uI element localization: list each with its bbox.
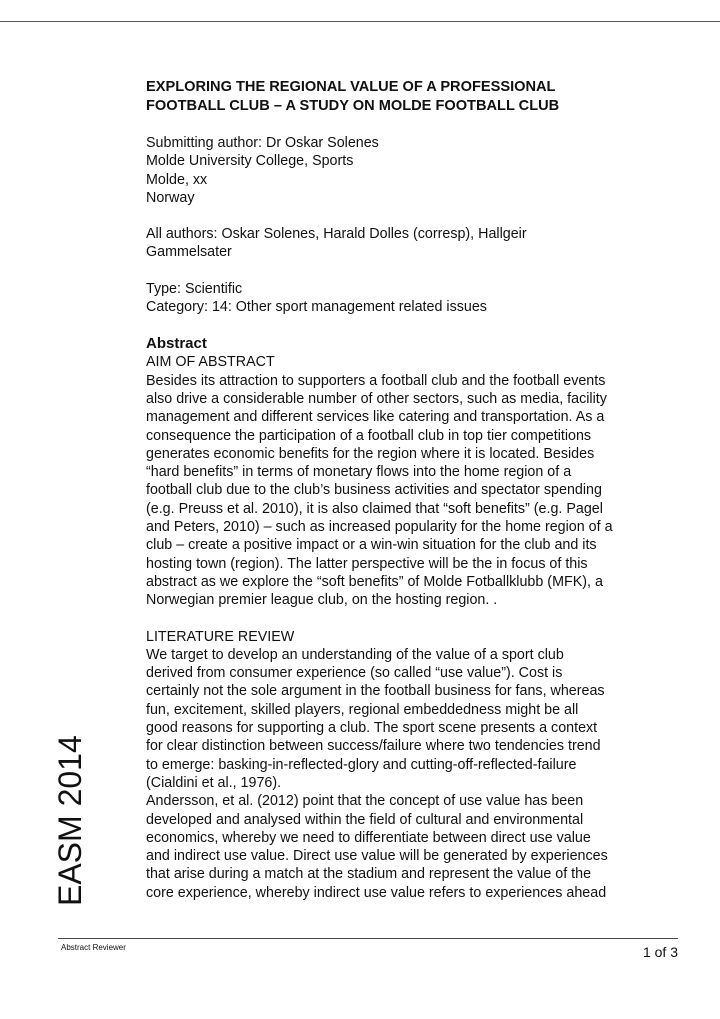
title-line: EXPLORING THE REGIONAL VALUE OF A PROFESSIONAL	[146, 79, 556, 95]
authors-block	[146, 225, 666, 262]
submitting-author: Submitting author: Dr Oskar Solenes	[146, 135, 379, 151]
paragraph-line: for clear distinction between success/failure where two tendencies trend	[146, 738, 601, 755]
page-number: 1 of 3	[642, 944, 678, 960]
type-category-block	[146, 280, 666, 317]
paragraph-line: and indirect use value. Direct use value will be generated by experiences	[146, 848, 608, 865]
paragraph-line: also drive a considerable number of other sectors, such as media, facility	[146, 390, 607, 407]
paragraph-line: fun, excitement, skilled players, regional embeddedness might be all	[146, 701, 579, 718]
submitting-author-block	[146, 134, 666, 207]
paragraph-line: certainly not the sole argument in the football business for fans, whereas	[146, 683, 605, 700]
type-line: Type: Scientific	[146, 280, 243, 297]
paragraph-line: derived from consumer experience (so called “use value”). Cost is	[146, 665, 563, 682]
paragraph-line: hosting town (region). The latter perspective will be the in focus of this	[146, 555, 588, 572]
paragraph-line: economics, whereby we need to differentiate between direct use value	[146, 829, 591, 846]
section-heading: AIM OF ABSTRACT	[146, 354, 275, 371]
paragraph-line: core experience, whereby indirect use value refers to experiences ahead	[146, 884, 607, 901]
paragraph-line: club – create a positive impact or a win-win situation for the club and its	[146, 537, 597, 554]
paragraph-line: “hard benefits” in terms of monetary flows into the home region of a	[146, 464, 572, 481]
paragraph-line: generates economic benefits for the region where it is located. Besides	[146, 445, 595, 462]
paragraph-line: We target to develop an understanding of the value of a sport club	[146, 646, 564, 663]
aim-section	[146, 353, 666, 609]
paragraph-line: developed and analysed within the field of cultural and environmental	[146, 811, 584, 828]
paper-title	[146, 78, 666, 116]
paragraph-line: Andersson, et al. (2012) point that the concept of use value has been	[146, 793, 584, 810]
paragraph-line: Norwegian premier league club, on the hosting region. .	[146, 592, 498, 609]
paragraph-line: football club due to the club’s business activities and spectator spending	[146, 482, 602, 499]
paragraph-line: good reasons for supporting a club. The sport scene presents a context	[146, 720, 598, 737]
affiliation: Molde University College, Sports	[146, 153, 354, 170]
abstract-heading: Abstract	[146, 335, 207, 353]
city: Molde, xx	[146, 171, 208, 188]
section-heading: LITERATURE REVIEW	[146, 628, 295, 645]
paragraph-line: management and different services like catering and transportation. As a	[146, 409, 605, 426]
paragraph-line: (e.g. Preuss et al. 2010), it is also claimed that “soft benefits” (e.g. Pagel	[146, 500, 603, 517]
top-rule	[0, 21, 720, 22]
paragraph-line: to emerge: basking-in-reflected-glory and cutting-off-reflected-failure	[146, 756, 577, 773]
paragraph-line: Besides its attraction to supporters a football club and the football events	[146, 372, 606, 389]
paragraph-line: and Peters, 2010) – such as increased popularity for the home region of a	[146, 519, 613, 536]
footer-rule	[58, 938, 678, 939]
paragraph-line: consequence the participation of a football club in top tier competitions	[146, 427, 592, 444]
paragraph-line: abstract as we explore the “soft benefits” of Molde Fotballklubb (MFK), a	[146, 573, 603, 590]
authors-line: All authors: Oskar Solenes, Harald Dolles (corresp), Hallgeir	[146, 226, 527, 243]
category-line: Category: 14: Other sport management related issues	[146, 299, 487, 316]
side-watermark-label: EASM 2014	[52, 735, 88, 906]
document-body	[146, 78, 666, 902]
country: Norway	[146, 189, 195, 206]
literature-section	[146, 628, 666, 902]
paragraph-line: that arise during a match at the stadium and represent the value of the	[146, 866, 592, 883]
footer-reviewer-label: Abstract Reviewer	[61, 943, 126, 952]
authors-line: Gammelsater	[146, 244, 232, 261]
title-line: FOOTBALL CLUB – A STUDY ON MOLDE FOOTBALL CLUB	[146, 98, 560, 114]
paragraph-line: (Cialdini et al., 1976).	[146, 774, 282, 791]
